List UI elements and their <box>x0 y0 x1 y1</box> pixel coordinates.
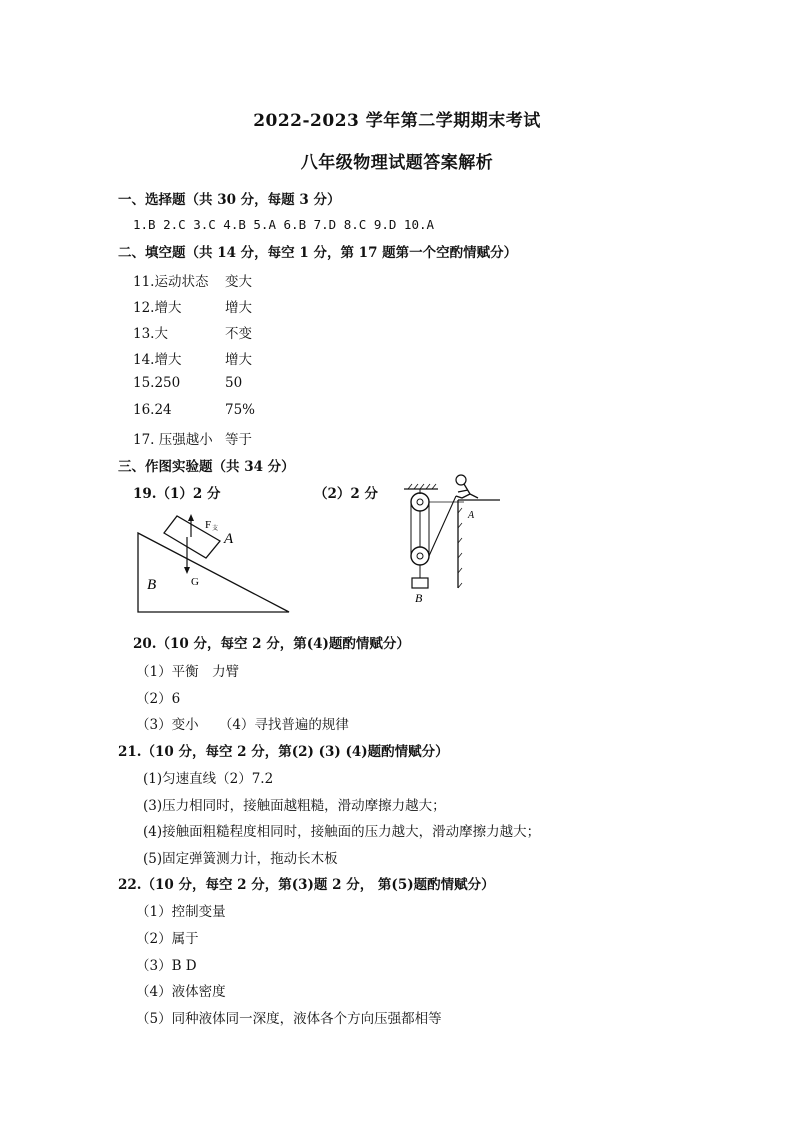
q22-heading: 22.（10 分，每空 2 分，第(3)题 2 分， 第(5)题酌情赋分） <box>118 877 495 893</box>
point-a-label: A <box>468 510 475 521</box>
person-body <box>456 484 478 498</box>
q20-heading: 20.（10 分，每空 2 分，第(4)题酌情赋分） <box>133 636 410 652</box>
person-head <box>456 475 466 485</box>
ceiling-hatch <box>414 484 418 489</box>
incline-triangle <box>138 533 289 612</box>
section3-heading: 三、作图实验题（共 34 分） <box>118 459 295 475</box>
fill-answer-number: 11.运动状态 <box>133 274 209 290</box>
q22-answer-line: （1）控制变量 <box>136 904 226 920</box>
q21-heading: 21.（10 分，每空 2 分，第(2) (3) (4)题酌情赋分） <box>118 744 449 760</box>
q21-answer-line: (1)匀速直线（2）7.2 <box>143 771 274 787</box>
ceiling-hatch <box>432 484 436 489</box>
section1-answers: 1.B 2.C 3.C 4.B 5.A 6.B 7.D 8.C 9.D 10.A <box>133 217 435 232</box>
q21-answer-line: (5)固定弹簧测力计，拖动长木板 <box>143 851 338 867</box>
q20-answer-line: （2）6 <box>136 691 181 707</box>
q22-answer-line: （3）B D <box>136 958 197 974</box>
fill-answer-value: 50 <box>225 375 243 391</box>
support-force-subscript: 支 <box>212 526 219 532</box>
fill-answer-value: 增大 <box>225 352 252 368</box>
pulley-diagram <box>398 468 508 608</box>
q19-part2-label: （2）2 分 <box>314 486 378 502</box>
fill-answer-number: 14.增大 <box>133 352 182 368</box>
q22-answer-line: （5）同种液体同一深度，液体各个方向压强都相等 <box>136 1011 442 1027</box>
weight-b <box>412 578 428 588</box>
fixed-pulley-axle <box>417 499 423 505</box>
incline-block-diagram <box>130 510 300 618</box>
ceiling-hatch <box>426 484 430 489</box>
fill-answer-value: 75% <box>225 402 256 418</box>
fill-answer-value: 变大 <box>225 274 252 290</box>
support-force-label: F <box>205 519 212 531</box>
fill-answer-number: 12.增大 <box>133 300 182 316</box>
movable-pulley <box>411 547 429 565</box>
q22-answer-line: （2）属于 <box>136 931 199 947</box>
q22-answer-line: （4）液体密度 <box>136 984 226 1000</box>
q21-answer-line: (3)压力相同时，接触面越粗糙，滑动摩擦力越大； <box>143 798 446 814</box>
q20-answer-line: （1）平衡 力臂 <box>136 664 240 680</box>
fill-answer-number: 13.大 <box>133 326 168 342</box>
page-title: 2022-2023 学年第二学期期末考试 <box>253 111 541 131</box>
section2-heading: 二、填空题（共 14 分，每空 1 分，第 17 题第一个空酌情赋分） <box>118 245 518 261</box>
fill-answer-value: 增大 <box>225 300 252 316</box>
ceiling-hatch <box>420 484 424 489</box>
fill-answer-number: 15.250 <box>133 375 181 391</box>
q19-part1-label: 19.（1）2 分 <box>133 486 221 502</box>
ceiling-hatch <box>408 484 412 489</box>
q20-answer-line: （3）变小 （4）寻找普遍的规律 <box>136 717 349 733</box>
section1-heading: 一、选择题（共 30 分，每题 3 分） <box>118 192 341 208</box>
weight-b-label: B <box>415 591 423 605</box>
fill-answer-value: 不变 <box>225 326 252 342</box>
fill-answer-number: 16.24 <box>133 402 172 418</box>
fill-answer-number: 17. 压强越小 <box>133 432 213 448</box>
gravity-arrowhead <box>184 567 190 574</box>
fill-answer-value: 等于 <box>225 432 252 448</box>
incline-b-label: B <box>147 577 157 593</box>
q21-answer-line: (4)接触面粗糙程度相同时，接触面的压力越大，滑动摩擦力越大； <box>143 824 541 840</box>
movable-pulley-axle <box>417 553 423 559</box>
fixed-pulley <box>411 493 429 511</box>
page-subtitle: 八年级物理试题答案解析 <box>300 153 494 173</box>
support-force-arrowhead <box>188 514 194 521</box>
gravity-label: G <box>191 576 199 588</box>
block-a-label: A <box>224 531 234 547</box>
pull-rope <box>429 496 456 556</box>
